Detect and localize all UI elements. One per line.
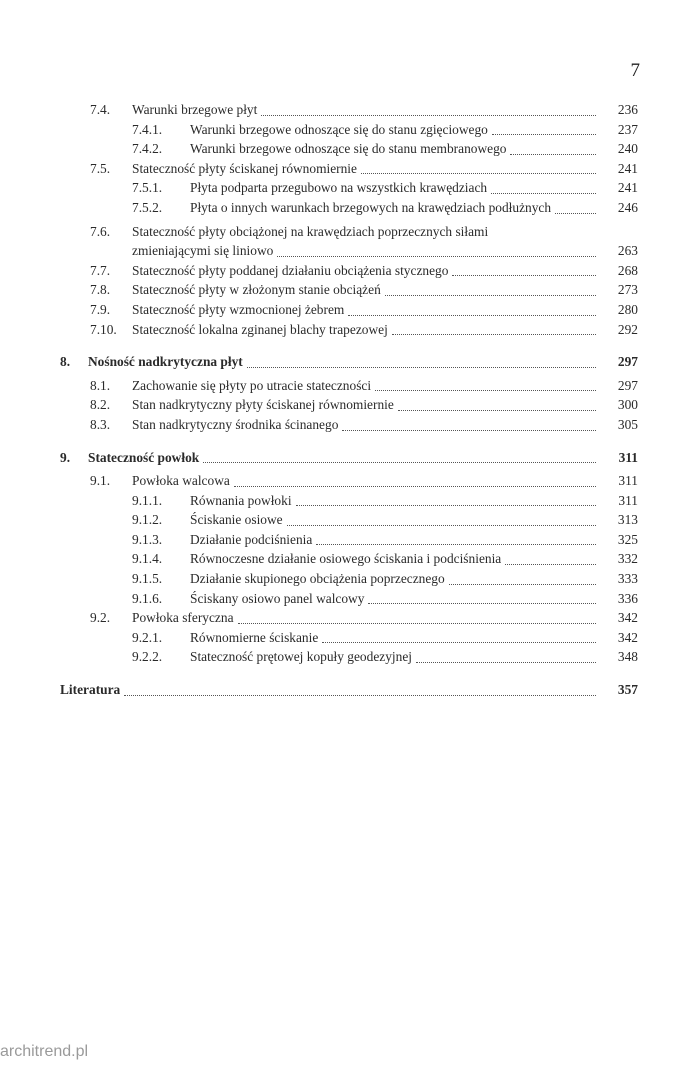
toc-entry-number: 9.1.5. [132,571,163,587]
toc-entry-page: 313 [617,512,638,528]
toc-entry-title: Warunki brzegowe płyt [132,102,258,117]
toc-entry-title: Stateczność prętowej kopuły geodezyjnej [190,649,412,665]
toc-entry-title: Równoczesne działanie osiowego ściskania i podciśnienia [190,551,502,567]
dot-leader [261,115,596,116]
toc-entry[interactable] [60,569,638,589]
dot-leader [491,193,596,194]
toc-entry[interactable] [60,100,638,120]
toc-entry-page: 297 [617,354,638,370]
toc-entry-page: 325 [617,531,638,547]
toc-entry-page: 268 [617,262,638,278]
dot-leader [392,334,596,335]
toc-entry-number: 9.1.3. [132,531,163,547]
toc-entry[interactable] [60,589,638,609]
toc-entry-page: 311 [618,473,638,489]
toc-entry-number: 8.3. [90,416,111,432]
table-of-contents [60,100,638,700]
toc-entry-title: Działanie podciśnienia [190,531,313,547]
toc-entry-page: 342 [617,629,638,645]
dot-leader [124,695,596,696]
toc-entry-number: 8.2. [90,397,111,413]
toc-chapter[interactable] [60,448,638,468]
toc-entry-title: Stateczność płyty wzmocnionej żebrem [132,301,345,317]
toc-entry-number: 9. [60,449,71,465]
toc-entry-title: Stateczność płyty ściskanej równomiernie [132,160,357,176]
toc-entry-number: 7.8. [90,282,111,298]
toc-entry-number: 8. [60,354,71,370]
toc-entry-title: Stateczność płyty poddanej działaniu obciążenia stycznego [132,262,449,278]
toc-entry-number: 9.2.2. [132,649,163,665]
dot-leader [361,173,596,174]
toc-entry-page: 297 [617,377,638,393]
dot-leader [296,505,596,506]
toc-entry-page: 332 [617,551,638,567]
dot-leader [555,213,596,214]
toc-entry[interactable] [60,178,638,198]
toc-entry-title: Płyta o innych warunkach brzegowych na krawędziach podłużnych [190,199,552,215]
page-number: 7 [630,60,640,81]
toc-entry-title: Stateczność powłok [88,449,200,465]
dot-leader [505,564,596,565]
toc-entry-title: Równania powłoki [190,492,292,508]
toc-entry-number: 7.9. [90,301,111,317]
toc-entry[interactable] [60,471,638,491]
toc-entry-title: Ściskany osiowo panel walcowy [190,590,365,606]
toc-entry-page: 280 [617,301,638,317]
toc-entry[interactable] [60,261,638,281]
toc-entry[interactable] [60,415,638,435]
toc-entry-title: Stan nadkrytyczny środnika ścinanego [132,416,339,432]
toc-entry-number: 8.1. [90,377,111,393]
toc-entry-number: 9.1.6. [132,590,163,606]
toc-entry-page: 240 [617,141,638,157]
toc-entry-title: Równomierne ściskanie [190,629,319,645]
toc-entry-title: Warunki brzegowe odnoszące się do stanu zgięciowego [190,121,488,137]
dot-leader [287,525,596,526]
toc-entry[interactable] [60,608,638,628]
toc-entry-page: 246 [617,199,638,215]
toc-entry-page: 305 [617,416,638,432]
dot-leader [238,623,596,624]
toc-entry-page: 241 [617,180,638,196]
dot-leader [368,603,596,604]
dot-leader [247,367,596,368]
toc-entry-page: 333 [617,571,638,587]
toc-entry-page: 348 [617,649,638,665]
toc-entry-title: Stateczność lokalna zginanej blachy trapezowej [132,321,388,337]
dot-leader [234,486,596,487]
toc-entry-title-line2: zmieniającymi się liniowo [132,243,274,259]
toc-entry-page: 357 [617,682,638,698]
dot-leader [449,584,596,585]
dot-leader [203,462,596,463]
toc-entry[interactable] [60,280,638,300]
toc-entry-number: 9.2. [90,610,111,626]
toc-entry[interactable] [60,647,638,667]
toc-entry-number: 7.4. [90,102,111,117]
toc-entry[interactable] [60,395,638,415]
toc-entry[interactable] [60,139,638,159]
toc-entry-title: Stan nadkrytyczny płyty ściskanej równomiernie [132,397,394,413]
toc-entry-number: 7.10. [90,321,117,337]
toc-entry[interactable] [60,222,638,261]
toc-entry-title: Powłoka sferyczna [132,610,234,626]
toc-entry-page: 237 [617,121,638,137]
toc-entry-number: 7.6. [90,223,111,239]
toc-entry-title-line1: Stateczność płyty obciążonej na krawędziach poprzecznych siłami [132,223,489,239]
toc-entry-title: Ściskanie osiowe [190,512,283,528]
toc-entry-page: 241 [617,160,638,176]
toc-entry-title: Nośność nadkrytyczna płyt [88,354,243,370]
dot-leader [492,134,596,135]
toc-entry-page: 273 [617,282,638,298]
dot-leader [348,315,596,316]
toc-entry-number: 7.4.2. [132,141,163,157]
toc-entry[interactable] [60,376,638,396]
toc-entry[interactable] [60,530,638,550]
dot-leader [510,154,596,155]
toc-entry-title: Warunki brzegowe odnoszące się do stanu membranowego [190,141,507,157]
toc-entry-number: 9.1.2. [132,512,163,528]
toc-entry[interactable] [60,491,638,511]
toc-entry[interactable] [60,549,638,569]
toc-entry-page: 263 [617,243,638,259]
toc-entry-page: 236 [617,102,638,117]
toc-entry-number: 9.1.4. [132,551,163,567]
dot-leader [416,662,596,663]
dot-leader [385,295,596,296]
toc-entry-title: Działanie skupionego obciążenia poprzecznego [190,571,445,587]
toc-entry-page: 342 [617,610,638,626]
toc-entry-number: 7.5.2. [132,199,163,215]
watermark: architrend.pl [0,1043,89,1060]
toc-entry-title: Literatura [60,682,121,698]
toc-chapter[interactable] [60,352,638,372]
toc-entry[interactable] [60,300,638,320]
toc-entry-page: 300 [617,397,638,413]
toc-entry[interactable] [60,628,638,648]
toc-entry[interactable] [60,320,638,340]
toc-entry-number: 7.7. [90,262,111,278]
toc-entry[interactable] [60,159,638,179]
toc-entry-number: 7.5. [90,160,111,176]
dot-leader [322,642,596,643]
dot-leader [452,275,596,276]
toc-entry[interactable] [60,198,638,218]
toc-entry-title: Stateczność płyty w złożonym stanie obciążeń [132,282,381,298]
toc-entry-number: 9.1. [90,473,111,489]
dot-leader [398,410,596,411]
dot-leader [342,430,596,431]
toc-entry-number: 9.2.1. [132,629,163,645]
toc-entry-number: 7.4.1. [132,121,163,137]
dot-leader [375,390,596,391]
dot-leader [316,544,596,545]
toc-entry-title: Powłoka walcowa [132,473,230,489]
dot-leader [277,256,596,257]
toc-entry[interactable] [60,510,638,530]
toc-entry-page: 311 [618,449,638,465]
toc-entry-title: Płyta podparta przegubowo na wszystkich krawędziach [190,180,488,196]
toc-entry-title: Zachowanie się płyty po utracie stateczności [132,377,372,393]
toc-entry-number: 7.5.1. [132,180,163,196]
toc-entry-page: 311 [618,492,638,508]
toc-entry-page: 292 [617,321,638,337]
toc-entry-page: 336 [617,590,638,606]
toc-entry[interactable] [60,120,638,140]
toc-bibliography[interactable] [60,680,638,700]
toc-entry-number: 9.1.1. [132,492,163,508]
